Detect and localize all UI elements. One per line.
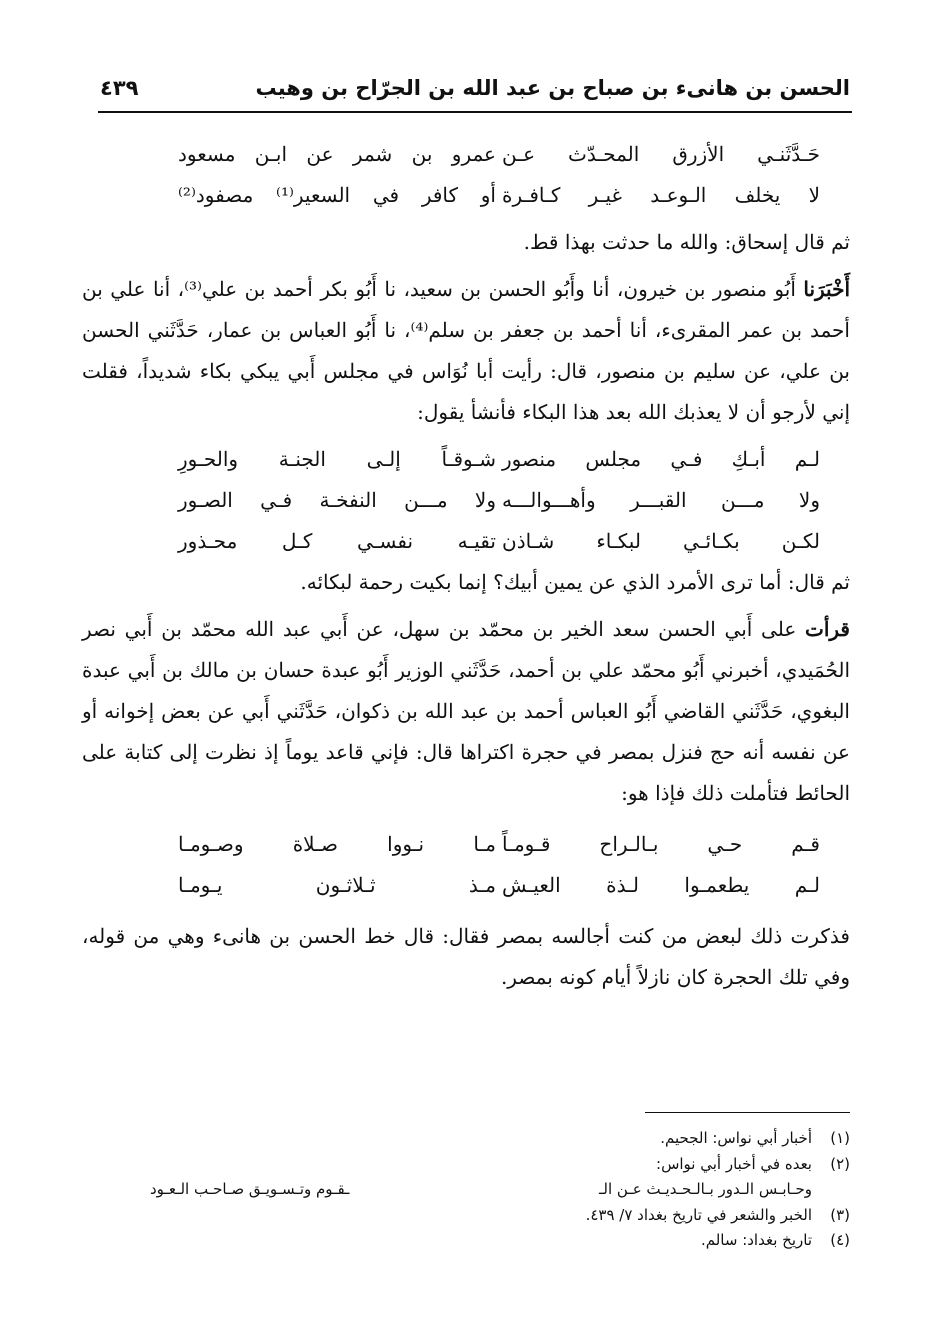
footnote-text: أخبار أبي نواس: الجحيم. <box>660 1129 812 1147</box>
footnote-rule <box>645 1112 850 1113</box>
footnote-verse-first: وحـابـس الـدور بـالـحـديـث عـن الـ <box>599 1180 812 1198</box>
paragraph <box>82 609 850 814</box>
verse-line <box>82 824 850 865</box>
paragraph-text: على أَبي الحسن سعد الخير بن محمّد بن سهل، عن أَبي عبد الله محمّد بن أَبي نصر الحُمَيدي، أخبرني أَبُو محمّد علي بن أحمد، حَدَّثَني الوزير أَبُو عبدة حسان بن مالك بن أَبي عبدة البغوي، حَدَّثَني القاضي أَبُو العباس أحمد بن عبد الله بن ذكوان، حَدَّثَني أَبي عن بعض إخوانه أو عن نفسه أنه حج فنزل بمصر في حجرة اكتراها قال: فإني قاعد يوماً إذ نظرت إلى كتابة على الحائط فتأملت ذلك فإذا هو: <box>82 617 850 805</box>
footnote-number: (١) <box>830 1129 850 1147</box>
footnote-verse <box>82 1177 850 1203</box>
verse-first-hemistich: ولا مـــن القبـــر وأهـــوالـــه <box>502 488 820 512</box>
verse-line <box>82 439 850 480</box>
verse-first-hemistich: لـم أبـكِ فـي مجلس منصور <box>502 447 820 471</box>
footnote <box>82 1203 850 1229</box>
verse-first-hemistich: لكـن بكـائـي لبكـاء شـاذن <box>502 529 820 553</box>
footnote-number: (٢) <box>830 1154 850 1173</box>
verse-second-hemistich: عمرو بن شمر عن ابـن مسعود <box>178 142 496 166</box>
footnote <box>82 1126 850 1152</box>
footnote-text: الخبر والشعر في تاريخ بغداد ٧/ ٤٣٩. <box>585 1205 812 1224</box>
verse-first-hemistich: لـم يطعمـوا لـذة العيـش <box>502 873 820 897</box>
verse-line <box>82 134 850 175</box>
paragraph <box>82 269 850 433</box>
paragraph: ثم قال إسحاق: والله ما حدثت بهذا قط. <box>523 230 850 254</box>
paragraph: ثم قال: أما ترى الأمرد الذي عن يمين أبيك؟ إنما بكيت رحمة لبكائه. <box>300 570 850 594</box>
verse-line <box>82 521 850 562</box>
verse-line <box>82 175 850 216</box>
verse-line <box>82 480 850 521</box>
footnotes <box>82 1126 850 1254</box>
page-number: ٤٣٩ <box>100 76 139 100</box>
footnote-text: بعده في أخبار أبي نواس: <box>656 1154 812 1173</box>
verse-second-hemistich: مـذ ثـلاثـون يـومـا <box>178 873 496 897</box>
paragraph-lead-word: قرأت <box>805 617 850 641</box>
footnote <box>82 1152 850 1178</box>
footnote-text: تاريخ بغداد: سالم. <box>700 1231 812 1249</box>
footnote <box>82 1228 850 1254</box>
verse-first-hemistich: قـم حـي بـالـراح قـومـاً <box>502 832 820 856</box>
footnote-number: (٤) <box>830 1231 850 1249</box>
verse-first-hemistich: لا يخلف الـوعـد غيـر كـافـرة <box>502 183 820 207</box>
verse-second-hemistich: تقيـه نفسـي كـل محـذور <box>178 529 496 553</box>
page-body <box>82 134 850 998</box>
footnote-number: (٣) <box>830 1205 850 1224</box>
paragraph-lead-word: أَخْبَرَنا <box>803 277 850 301</box>
verse-second-hemistich: أو كافر في السعير⁽¹⁾ مصفود⁽²⁾ <box>178 183 496 207</box>
header-rule <box>98 111 852 113</box>
running-title: الحسن بن هانىء بن صباح بن عبد الله بن الجرّاح بن وهيب <box>255 76 850 100</box>
verse-line <box>82 865 850 906</box>
verse-second-hemistich: شـوقـاً إلـى الجنـة والحـورِ <box>178 447 496 471</box>
verse-second-hemistich: ولا مـــن النفخـة فـي الصـور <box>178 488 496 512</box>
footnote-verse-second: ـقـوم وتـسـويـق صـاحـب الـعـود <box>150 1180 350 1198</box>
paragraph-text: أَبُو منصور بن خيرون، أنا وأَبُو الحسن بن سعيد، نا أَبُو بكر أحمد بن علي⁽³⁾، أنا علي بن أحمد بن عمر المقرىء، أنا أحمد بن جعفر بن سلم⁽⁴⁾، نا أَبُو العباس بن عمار، حَدَّثَني الحسن بن علي، عن سليم بن منصور، قال: رأيت أبا نُوَاس في مجلس أَبي يبكي بكاء شديداً، فقلت إني لأرجو أن لا يعذبك الله بعد هذا البكاء فأنشأ يقول: <box>82 277 850 424</box>
verse-first-hemistich: حَـدَّثَنـي الأزرق المحـدّث عـن <box>502 142 820 166</box>
paragraph: فذكرت ذلك لبعض من كنت أجالسه بمصر فقال: قال خط الحسن بن هانىء وهي من قوله، وفي تلك الحجرة كان نازلاً أيام كونه بمصر. <box>82 924 850 989</box>
verse-second-hemistich: مـا نـووا صـلاة وصـومـا <box>178 832 496 856</box>
